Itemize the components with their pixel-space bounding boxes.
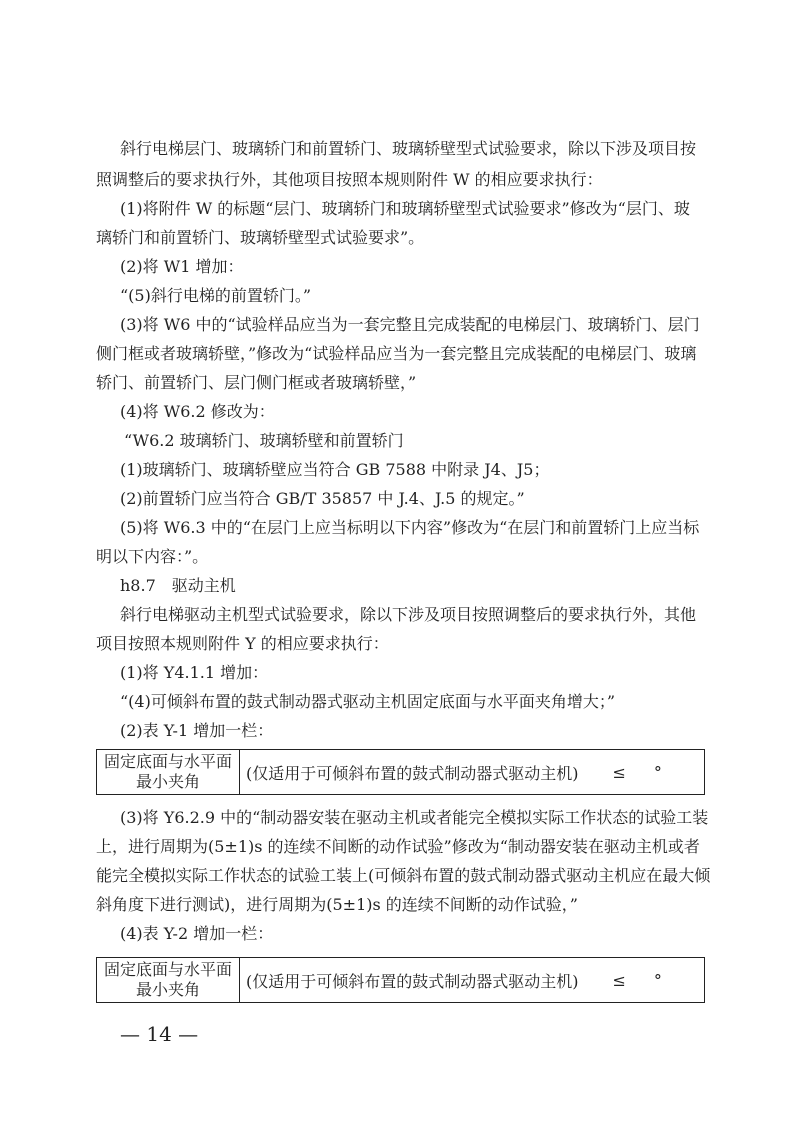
paragraph-line: 斜行电梯层门、玻璃轿门和前置轿门、玻璃轿壁型式试验要求，除以下涉及项目按 — [120, 139, 697, 158]
paragraph-line: (4)表 Y-2 增加一栏： — [120, 924, 274, 943]
table-label-cell — [97, 958, 240, 1002]
less-equal-symbol: ≤ — [612, 970, 626, 990]
paragraph-line: (3)将 Y6.2.9 中的“制动器安装在驱动主机或者能完全模拟实际工作状态的试验工装 — [120, 808, 709, 827]
paragraph-line: (2)将 W1 增加： — [120, 257, 244, 276]
paragraph-line: 斜行电梯驱动主机型式试验要求，除以下涉及项目按照调整后的要求执行外，其他 — [120, 605, 697, 624]
paragraph-line: 上，进行周期为(5±1)s 的连续不间断的动作试验”修改为“制动器安装在驱动主机或者 — [96, 837, 700, 856]
paragraph-line: 侧门框或者玻璃轿壁，”修改为“试验样品应当为一套完整且完成装配的电梯层门、玻璃 — [96, 344, 697, 363]
paragraph-line: (3)将 W6 中的“试验样品应当为一套完整且完成装配的电梯层门、玻璃轿门、层门 — [120, 315, 700, 334]
paragraph-line: 璃轿门和前置轿门、玻璃轿壁型式试验要求”。 — [96, 228, 425, 247]
paragraph-line: 明以下内容：”。 — [96, 547, 209, 566]
table-content-cell — [240, 958, 704, 1002]
table-content-text: (仅适用于可倾斜布置的鼓式制动器式驱动主机) — [246, 763, 579, 783]
section-heading: h8.7 驱动主机 — [120, 576, 236, 595]
paragraph-line: 能完全模拟实际工作状态的试验工装上(可倾斜布置的鼓式制动器式驱动主机应在最大倾 — [96, 866, 711, 885]
paragraph-line: (1)将附件 W 的标题“层门、玻璃轿门和玻璃轿壁型式试验要求”修改为“层门、玻 — [120, 199, 690, 218]
paragraph-line: “(4)可倾斜布置的鼓式制动器式驱动主机固定底面与水平面夹角增大；” — [120, 692, 616, 711]
degree-unit: ° — [653, 970, 662, 990]
table-content-text: (仅适用于可倾斜布置的鼓式制动器式驱动主机) — [246, 971, 579, 991]
paragraph-line: (2)表 Y-1 增加一栏： — [120, 721, 274, 740]
paragraph-line: “W6.2 玻璃轿门、玻璃轿壁和前置轿门 — [124, 431, 404, 450]
table-label-line: 固定底面与水平面 — [103, 752, 232, 771]
less-equal-symbol: ≤ — [612, 762, 626, 782]
paragraph-line: (1)将 Y4.1.1 增加： — [120, 663, 269, 682]
table-y1-row — [96, 749, 705, 795]
table-label-line: 最小夹角 — [135, 980, 200, 999]
page-number: — 14 — — [120, 1022, 199, 1046]
paragraph-line: “(5)斜行电梯的前置轿门。” — [120, 286, 312, 305]
paragraph-line: 轿门、前置轿门、层门侧门框或者玻璃轿壁，” — [96, 373, 417, 392]
table-y2-row — [96, 957, 705, 1003]
table-label-line: 最小夹角 — [135, 772, 200, 791]
paragraph-line: (5)将 W6.3 中的“在层门上应当标明以下内容”修改为“在层门和前置轿门上应当标 — [120, 518, 700, 537]
degree-unit: ° — [653, 762, 662, 782]
paragraph-line: 项目按照本规则附件 Y 的相应要求执行： — [96, 634, 389, 653]
table-label-line: 固定底面与水平面 — [103, 960, 232, 979]
paragraph-line: (1)玻璃轿门、玻璃轿壁应当符合 GB 7588 中附录 J4、J5； — [120, 460, 550, 479]
paragraph-line: (4)将 W6.2 修改为： — [120, 402, 275, 421]
table-label-cell — [97, 750, 240, 794]
table-content-cell — [240, 750, 704, 794]
paragraph-line: (2)前置轿门应当符合 GB/T 35857 中 J.4、J.5 的规定。” — [120, 489, 525, 508]
paragraph-line: 斜角度下进行测试)，进行周期为(5±1)s 的连续不间断的动作试验，” — [96, 895, 578, 914]
paragraph-line: 照调整后的要求执行外，其他项目按照本规则附件 W 的相应要求执行： — [96, 170, 603, 189]
